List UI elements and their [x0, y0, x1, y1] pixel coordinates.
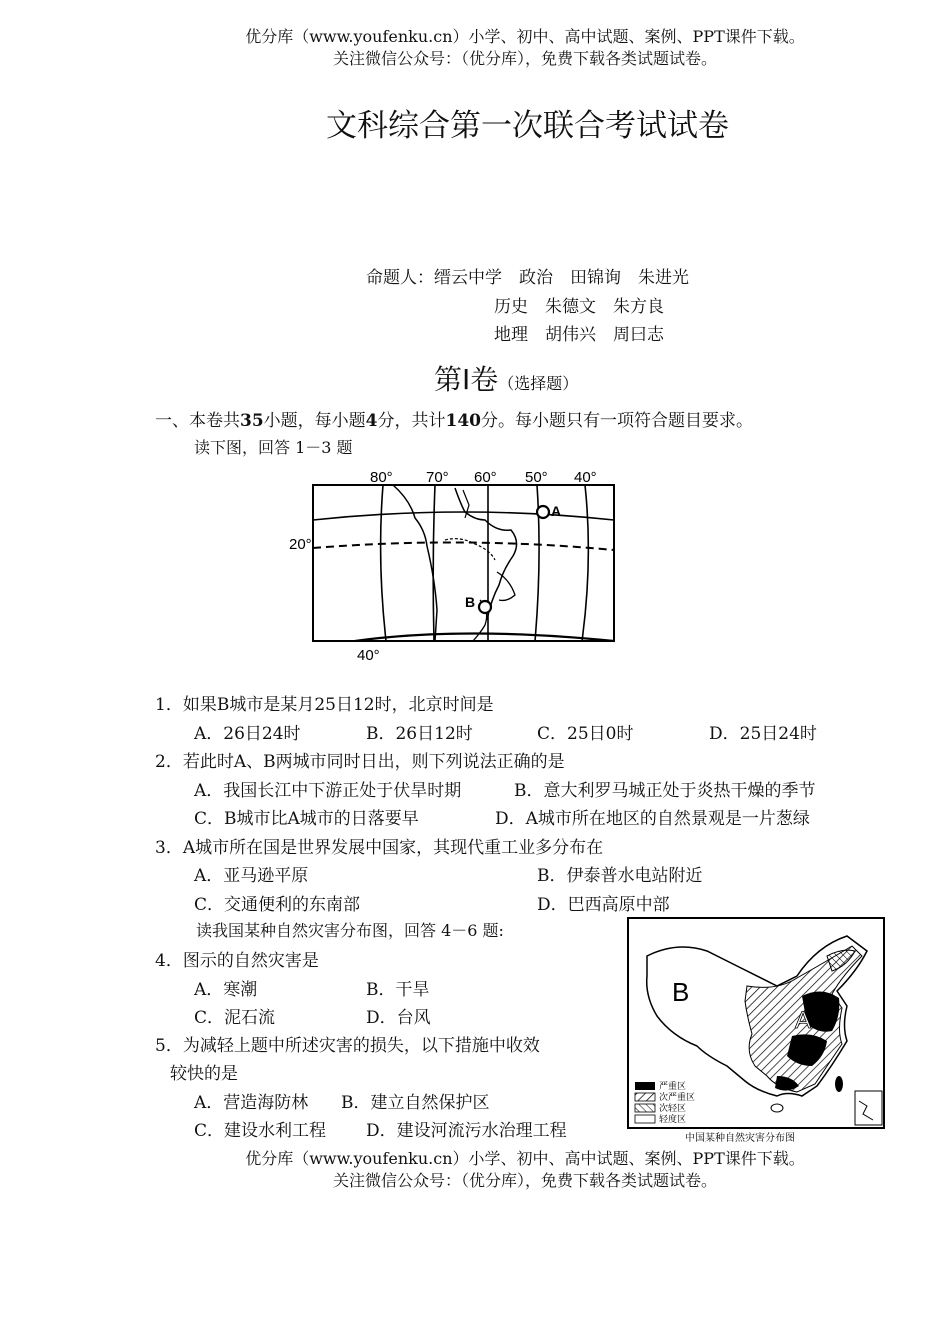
section-heading: 第Ⅰ卷（选择题）	[434, 363, 579, 396]
page-title: 文科综合第一次联合考试试卷	[326, 108, 729, 144]
q3-option-b: B．伊泰普水电站附近	[537, 866, 703, 886]
q5-stem: 5．为减轻上题中所述灾害的损失，以下措施中收效	[155, 1036, 540, 1056]
legend-swatch-sub-severe	[635, 1093, 655, 1101]
q4-option-b: B．干旱	[366, 980, 430, 1000]
q2-option-a: A．我国长江中下游正处于伏旱时期	[194, 781, 462, 801]
lon-label-80: 80°	[370, 469, 393, 486]
q3-option-c: C．交通便利的东南部	[194, 895, 361, 915]
q4-option-a: A．寒潮	[194, 980, 258, 1000]
legend-swatch-severe	[635, 1082, 655, 1090]
city-a-label: A	[551, 503, 562, 519]
city-b-marker	[479, 601, 491, 613]
legend-sub-light: 次轻区	[659, 1103, 687, 1113]
q5-option-d: D．建设河流污水治理工程	[366, 1121, 567, 1141]
tropic-line	[313, 542, 614, 550]
lat-label-40: 40°	[357, 647, 380, 664]
legend-light: 轻度区	[659, 1114, 687, 1124]
city-a-marker	[537, 506, 549, 518]
q2-option-c: C．B城市比A城市的日落要早	[194, 809, 419, 829]
q1-option-d: D．25日24时	[709, 724, 817, 744]
q5-stem-cont: 较快的是	[170, 1064, 238, 1084]
lat-label-20: 20°	[289, 536, 312, 553]
banner-line-2: 关注微信公众号：（优分库），免费下载各类试题试卷。	[332, 49, 717, 68]
q2-option-b: B．意大利罗马城正处于炎热干燥的季节	[514, 781, 816, 801]
legend-sub-severe: 次严重区	[659, 1092, 696, 1102]
lon-label-40: 40°	[574, 469, 597, 486]
legend-swatch-sub-light	[635, 1104, 655, 1112]
lon-label-60: 60°	[474, 469, 497, 486]
footer-banner-line-1: 优分库（www.youfenku.cn）小学、初中、高中试题、案例、PPT课件下载。	[245, 1149, 805, 1168]
q1-option-c: C．25日0时	[537, 724, 634, 744]
q1-option-b: B．26日12时	[366, 724, 473, 744]
q3-option-d: D．巴西高原中部	[537, 895, 670, 915]
q5-option-c: C．建设水利工程	[194, 1121, 327, 1141]
footer-banner-line-2: 关注微信公众号：（优分库），免费下载各类试题试卷。	[332, 1171, 717, 1190]
q3-stem: 3．A城市所在国是世界发展中国家，其现代重工业多分布在	[155, 838, 604, 858]
south-america-map	[285, 460, 625, 670]
q3-option-a: A．亚马逊平原	[194, 866, 309, 886]
q5-option-a: A．营造海防林	[194, 1093, 309, 1113]
author-row-history: 历史 朱德文 朱方良	[494, 297, 664, 317]
q4-option-c: C．泥石流	[194, 1008, 276, 1028]
china-disaster-map	[627, 916, 887, 1146]
banner-line-1: 优分库（www.youfenku.cn）小学、初中、高中试题、案例、PPT课件下载。	[245, 27, 805, 46]
q1-stem: 1．如果B城市是某月25日12时，北京时间是	[155, 695, 494, 715]
map1-prompt: 读下图，回答 1－3 题	[194, 438, 353, 457]
map2-caption: 中国某种自然灾害分布图	[685, 1133, 795, 1144]
region-a-label: A	[795, 1007, 812, 1034]
author-row-geography: 地理 胡伟兴 周曰志	[494, 325, 664, 345]
lon-label-70: 70°	[426, 469, 449, 486]
legend-severe: 严重区	[659, 1081, 687, 1091]
q2-option-d: D．A城市所在地区的自然景观是一片葱绿	[495, 809, 810, 829]
map2-prompt: 读我国某种自然灾害分布图，回答 4－6 题:	[196, 921, 504, 940]
region-b-label: B	[672, 977, 690, 1007]
q1-option-a: A．26日24时	[194, 724, 301, 744]
q5-option-b: B．建立自然保护区	[341, 1093, 490, 1113]
author-label: 命题人：缙云中学 政治 田锦询 朱进光	[366, 268, 689, 288]
city-b-label: B	[465, 594, 476, 610]
q4-stem: 4．图示的自然灾害是	[155, 951, 319, 971]
instruction: 一、本卷共35小题，每小题4分，共计140分。每小题只有一项符合题目要求。	[155, 411, 754, 431]
lon-label-50: 50°	[525, 469, 548, 486]
legend-swatch-light	[635, 1115, 655, 1123]
q2-stem: 2．若此时A、B两城市同时日出，则下列说法正确的是	[155, 752, 565, 772]
q4-option-d: D．台风	[366, 1008, 431, 1028]
